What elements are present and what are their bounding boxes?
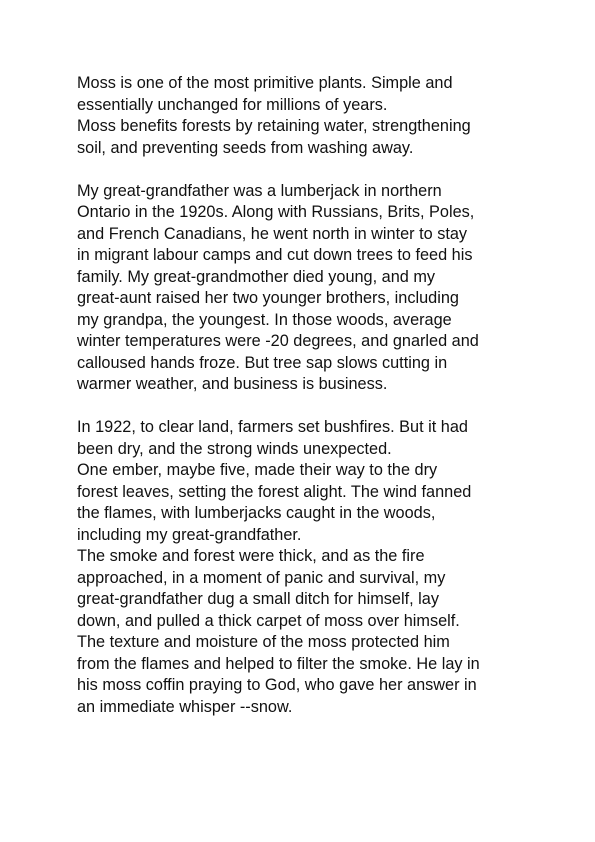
text-line: great-aunt raised her two younger brothers, including (77, 289, 459, 307)
body-text (77, 73, 537, 740)
text-line: Moss is one of the most primitive plants. Simple and (77, 74, 453, 92)
text-line: his moss coffin praying to God, who gave her answer in (77, 676, 477, 694)
text-line: winter temperatures were -20 degrees, and gnarled and (77, 332, 479, 350)
text-line: my grandpa, the youngest. In those woods, average (77, 310, 452, 329)
text-line: Ontario in the 1920s. Along with Russians, Brits, Poles, (77, 203, 475, 221)
text-line: In 1922, to clear land, farmers set bushfires. But it had (77, 418, 468, 436)
text-line: in migrant labour camps and cut down trees to feed his (77, 246, 473, 264)
text-line: down, and pulled a thick carpet of moss over himself. (77, 611, 460, 630)
text-line: family. My great-grandmother died young, and my (77, 267, 436, 286)
text-line: forest leaves, setting the forest alight. The wind fanned (77, 482, 472, 501)
text-line: from the flames and helped to filter the smoke. He lay in (77, 654, 480, 673)
text-line: soil, and preventing seeds from washing away. (77, 138, 414, 157)
text-line: great-grandfather dug a small ditch for himself, lay (77, 590, 439, 608)
text-line: and French Canadians, he went north in winter to stay (77, 224, 468, 243)
text-line: been dry, and the strong winds unexpected. (77, 439, 392, 458)
text-line: the flames, with lumberjacks caught in the woods, (77, 504, 436, 522)
text-line: The texture and moisture of the moss protected him (77, 633, 450, 651)
text-line: The smoke and forest were thick, and as the fire (77, 547, 425, 565)
paragraph-moss-intro (77, 73, 537, 159)
text-line: essentially unchanged for millions of years. (77, 95, 388, 114)
text-line: including my great-grandfather. (77, 525, 302, 544)
paragraph-lumberjack (77, 181, 537, 396)
text-line: One ember, maybe five, made their way to the dry (77, 461, 438, 479)
text-line: calloused hands froze. But tree sap slows cutting in (77, 353, 448, 372)
text-line: approached, in a moment of panic and survival, my (77, 568, 446, 587)
text-line: an immediate whisper --snow. (77, 697, 293, 716)
text-line: My great-grandfather was a lumberjack in northern (77, 181, 442, 200)
text-line: warmer weather, and business is business. (77, 375, 388, 393)
text-line: Moss benefits forests by retaining water, strengthening (77, 117, 471, 135)
paragraph-bushfire (77, 417, 537, 718)
